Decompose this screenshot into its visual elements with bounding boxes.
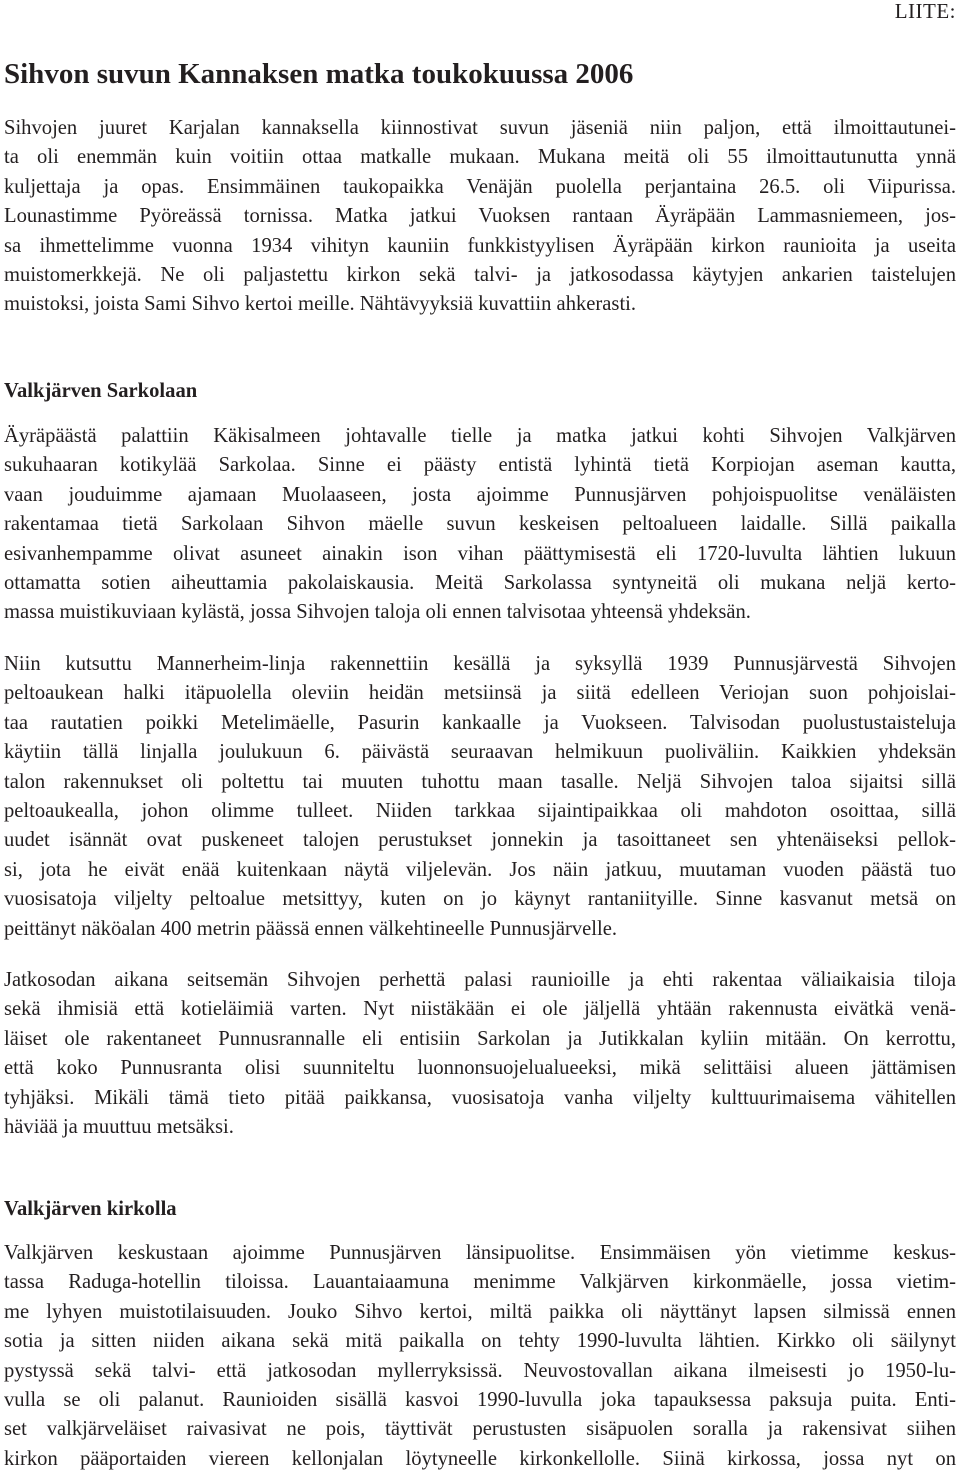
text-line: läiset ole rakentaneet Punnusrannalle eli entisiin Sarkolan ja Jutikkalan kyliin mitään. On kerrottu, <box>4 1027 956 1050</box>
text-line: uudet isännät ovat puskeneet talojen perustukset jonnekin ja tasoittaneet sen yhtenäiseksi pellok- <box>4 829 956 852</box>
text-line: Lounastimme Pyöreässä tornissa. Matka jatkui Vuoksen rantaan Äyräpään Lammasniemeen, jos- <box>4 205 956 228</box>
text-line: talon rakennukset oli poltettu tai muuten tuhottu maan tasalle. Neljä Sihvojen taloa sijaitsi sillä <box>4 770 956 793</box>
text-line: Äyräpäästä palattiin Käkisalmeen johtavalle tielle ja matka jatkui kohti Sihvojen Valkjärven <box>4 425 956 447</box>
text-line: vuosisatoja viljelty peltoalue metsittyy, kuten on jo käynyt rantaniityille. Sinne kasvanut metsä on <box>4 888 956 911</box>
text-line: peltoaukealla, johon olimme tulleet. Niiden tarkkaa sijaintipaikkaa oli mahdoton osoittaa, sillä <box>4 800 956 823</box>
text-line: taa rautatien poikki Metelimäelle, Pasurin kankaalle ja Vuokseen. Talvisodan puolustustaisteluja <box>4 711 956 734</box>
text-line: esivanhempamme olivat asuneet ainakin ison vihan päättymisestä eli 1720-luvulta lähtien lukuun <box>4 542 956 565</box>
sarkola-paragraph-3 <box>4 966 956 1142</box>
section-heading-sarkola: Valkjärven Sarkolaan <box>4 380 198 402</box>
text-line: peittänyt näköalan 400 metrin päässä ennen välkehtineelle Punnusjärvelle. <box>4 917 618 940</box>
text-line: kuljettaja ja opas. Ensimmäinen taukopaikka Venäjän puolella perjantaina 26.5. oli Viipurissa. <box>4 175 956 198</box>
intro-paragraph <box>4 114 956 320</box>
document-title: Sihvon suvun Kannaksen matka toukokuussa 2006 <box>4 58 634 90</box>
text-line: vaan jouduimme ajamaan Muolaaseen, josta ajoimme Punnusjärven pohjoispuolitse venäläisten <box>4 483 956 506</box>
text-line: ottamatta sotien aiheuttamia pakolaiskausia. Meitä Sarkolassa syntyneitä oli mukana neljä kerto- <box>4 572 956 595</box>
text-line: muistoksi, joista Sami Sihvo kertoi meille. Nähtävyyksiä kuvattiin ahkerasti. <box>4 293 637 316</box>
text-line: käytiin tällä linjalla joulukuun 6. päivästä seuraavan helmikuun puoliväliin. Kaikkien yhdeksän <box>4 741 956 764</box>
section-heading-kirkko: Valkjärven kirkolla <box>4 1198 177 1220</box>
text-line: set valkjärveläiset raivasivat ne pois, täyttivät perustusten sisäpuolen soralla ja rakensivat siihen <box>4 1418 956 1441</box>
text-line: peltoaukean halki itäpuolella oleviin heidän metsiinsä ja siitä edelleen Veriojan suon pohjoislai- <box>4 682 956 705</box>
text-line: häviää ja muuttuu metsäksi. <box>4 1116 234 1139</box>
kirkko-paragraph-1 <box>4 1239 956 1474</box>
text-line: Valkjärven keskustaan ajoimme Punnusjärven länsipuolitse. Ensimmäisen yön vietimme keskus- <box>4 1242 956 1264</box>
text-line: sukuhaaran kotikylää Sarkolaa. Sinne ei päästy entistä lyhintä tietä Korpiojan aseman kautta, <box>4 454 956 477</box>
text-line: vulla se oli palanut. Raunioiden sisällä kasvoi 1990-luvulla joka tapauksessa paksuja puita. Enti- <box>4 1389 956 1412</box>
text-line: me lyhyen muistotilaisuuden. Jouko Sihvo kertoi, miltä paikka oli näyttänyt lapsen silmissä ennen <box>4 1300 956 1323</box>
text-line: Jatkosodan aikana seitsemän Sihvojen perhettä palasi raunioille ja ehti rakentaa väliaikaisia tiloja <box>4 969 956 991</box>
text-line: sekä ihmisiä että kotieläimiä varten. Nyt niistäkään ei ole jäljellä yhtään rakennusta eivätkä venä- <box>4 998 956 1021</box>
text-line: pystyssä sekä talvi- että jatkosodan myllerryksissä. Neuvostovallan aikana ilmeisesti jo 1950-lu- <box>4 1359 956 1382</box>
attachment-label: LIITE: <box>894 0 956 23</box>
text-line: tyhjäksi. Mikäli tämä tieto pitää paikkansa, vuosisatoja vanha viljelty kulttuurimaisema vähitellen <box>4 1086 956 1109</box>
text-line: muistomerkkejä. Ne oli paljastettu kirkon sekä talvi- ja jatkosodassa käytyjen ankarien taistelujen <box>4 264 956 287</box>
text-line: massa muistikuviaan kylästä, jossa Sihvojen taloja oli ennen talvisotaa yhteensä yhdeksän. <box>4 601 751 624</box>
text-line: rakentamaa tietä Sarkolaan Sihvon mäelle suvun keskeisen peltoalueen laidalle. Sillä paikalla <box>4 513 956 536</box>
text-line: tassa Raduga-hotellin tiloissa. Lauantaiaamuna menimme Valkjärven kirkonmäelle, jossa vietim- <box>4 1271 956 1294</box>
sarkola-paragraph-2 <box>4 650 956 944</box>
text-line: kirkon pääportaiden viereen kellonjalan löytyneelle kirkonkellolle. Siinä kirkossa, jossa nyt on <box>4 1447 956 1470</box>
text-line: Niin kutsuttu Mannerheim-linja rakennettiin kesällä ja syksyllä 1939 Punnusjärvestä Sihvojen <box>4 653 956 675</box>
sarkola-paragraph-1 <box>4 422 956 628</box>
text-line: sa ihmettelimme vuonna 1934 vihityn kauniin funkkistyylisen Äyräpään kirkon raunioita ja useita <box>4 234 956 257</box>
text-line: si, jota he eivät enää kuitenkaan näytä viljelevän. Jos näin jatkuu, muutaman vuoden päästä tuo <box>4 858 956 881</box>
text-line: Sihvojen juuret Karjalan kannaksella kiinnostivat suvun jäseniä niin paljon, että ilmoittautunei- <box>4 117 956 139</box>
text-line: sotia ja sitten niiden aikana sekä mitä paikalla on tehty 1990-luvulta lähtien. Kirkko oli säilynyt <box>4 1330 956 1353</box>
text-line: että koko Punnusranta olisi suunniteltu luonnonsuojelualueeksi, mikä selittäisi alueen jättämisen <box>4 1057 956 1080</box>
text-line: ta oli enemmän kuin voitiin ottaa matkalle mukaan. Mukana meitä oli 55 ilmoittautunutta ynnä <box>4 146 956 169</box>
